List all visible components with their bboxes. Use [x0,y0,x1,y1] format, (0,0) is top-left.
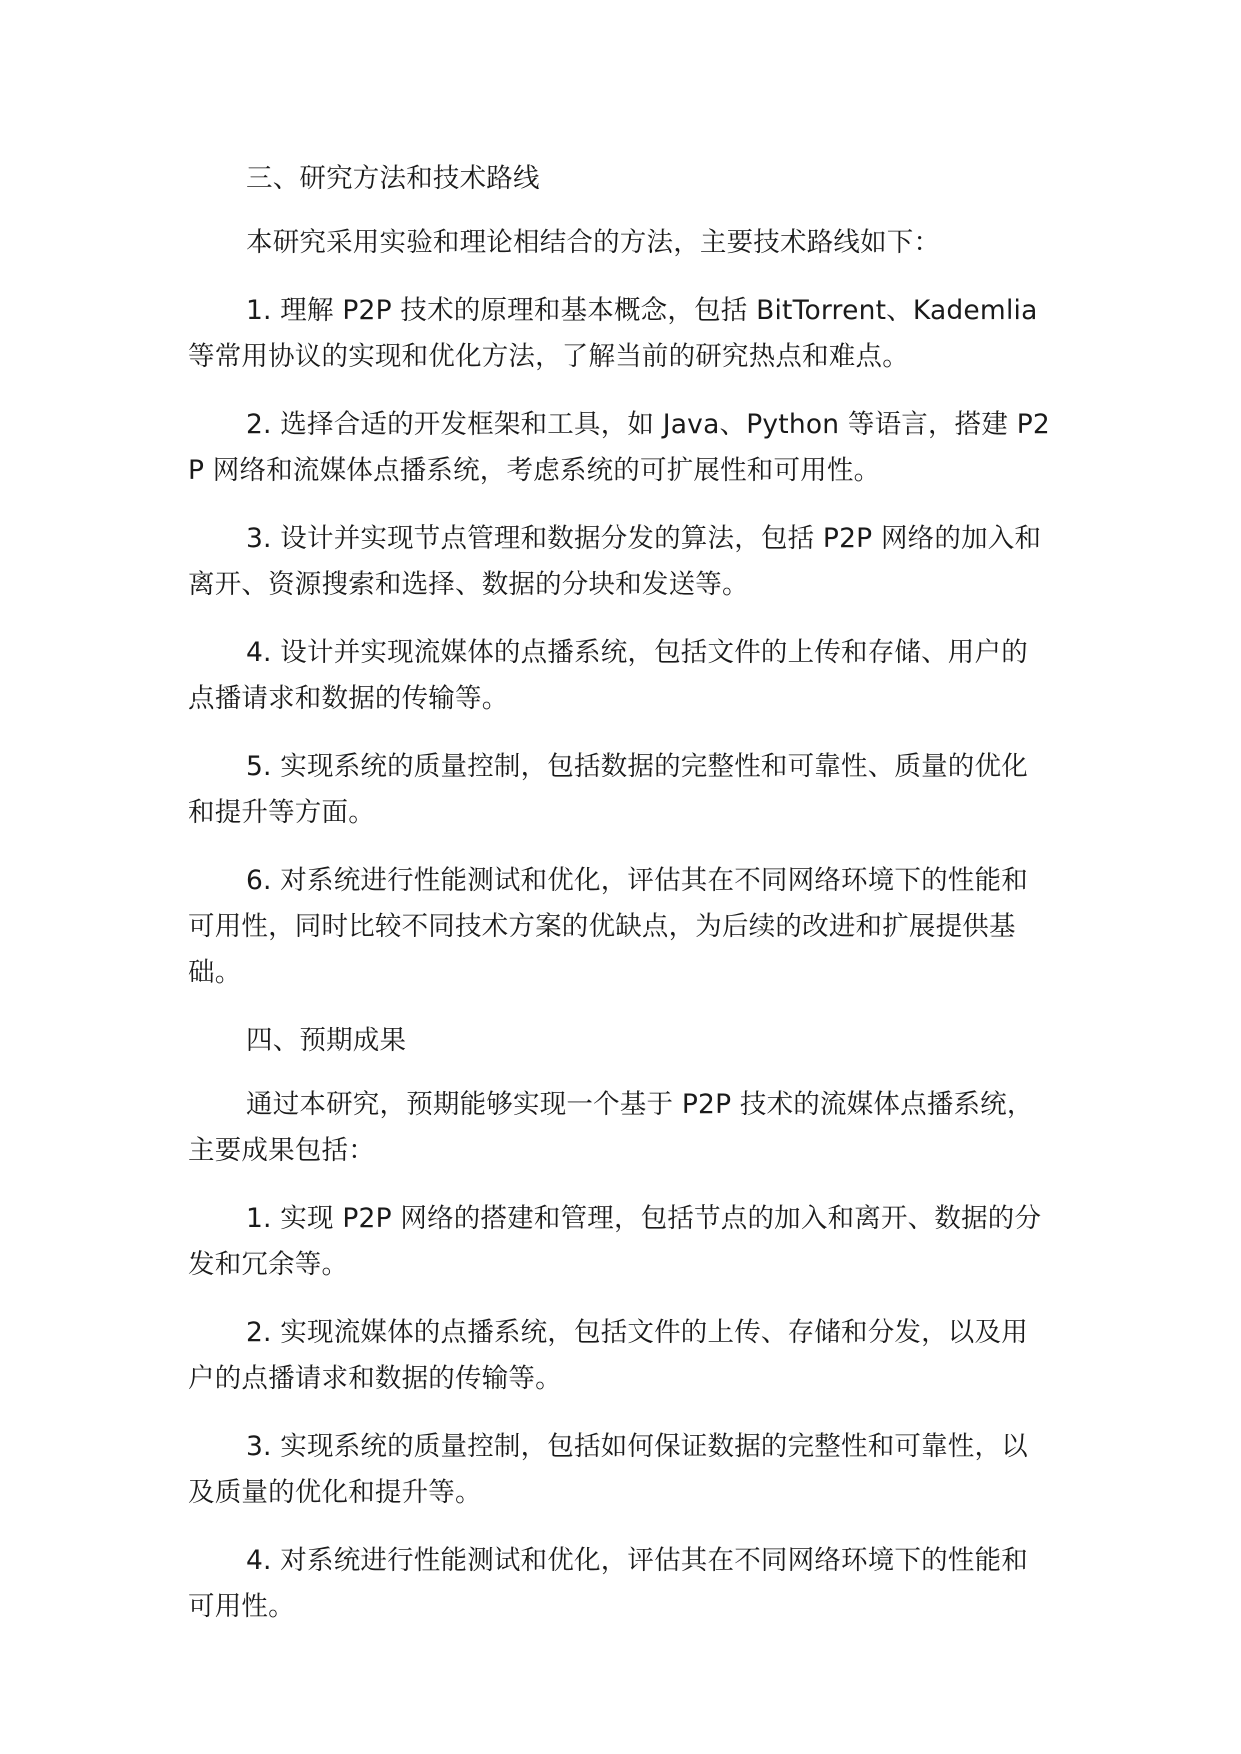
list-item: 1. 实现 P2P 网络的搭建和管理，包括节点的加入和离开、数据的分发和冗余等。 [188,1203,1042,1280]
list-item: 2. 实现流媒体的点播系统，包括文件的上传、存储和分发，以及用户的点播请求和数据的传输等。 [188,1317,1028,1394]
list-item: 6. 对系统进行性能测试和优化，评估其在不同网络环境下的性能和可用性，同时比较不同技术方案的优缺点，为后续的改进和扩展提供基础。 [188,865,1028,988]
list-item: 2. 选择合适的开发框架和工具，如 Java、Python 等语言，搭建 P2P 网络和流媒体点播系统，考虑系统的可扩展性和可用性。 [188,409,1050,486]
list-item: 1. 理解 P2P 技术的原理和基本概念，包括 BitTorrent、Kademlia 等常用协议的实现和优化方法，了解当前的研究热点和难点。 [188,295,1038,372]
document-page [188,156,1050,1652]
list-item: 3. 设计并实现节点管理和数据分发的算法，包括 P2P 网络的加入和离开、资源搜索和选择、数据的分块和发送等。 [188,523,1042,600]
section-heading-expected-results: 四、预期成果 [246,1025,407,1056]
list-item: 4. 设计并实现流媒体的点播系统，包括文件的上传和存储、用户的点播请求和数据的传输等。 [188,637,1028,714]
list-item: 5. 实现系统的质量控制，包括数据的完整性和可靠性、质量的优化和提升等方面。 [188,751,1028,828]
section-intro-research-method: 本研究采用实验和理论相结合的方法，主要技术路线如下： [246,227,941,258]
list-item: 4. 对系统进行性能测试和优化，评估其在不同网络环境下的性能和可用性。 [188,1545,1028,1622]
section-heading-research-method: 三、研究方法和技术路线 [246,163,540,194]
section-intro-expected-results: 通过本研究，预期能够实现一个基于 P2P 技术的流媒体点播系统，主要成果包括： [188,1089,1034,1166]
list-item: 3. 实现系统的质量控制，包括如何保证数据的完整性和可靠性，以及质量的优化和提升等。 [188,1431,1028,1508]
